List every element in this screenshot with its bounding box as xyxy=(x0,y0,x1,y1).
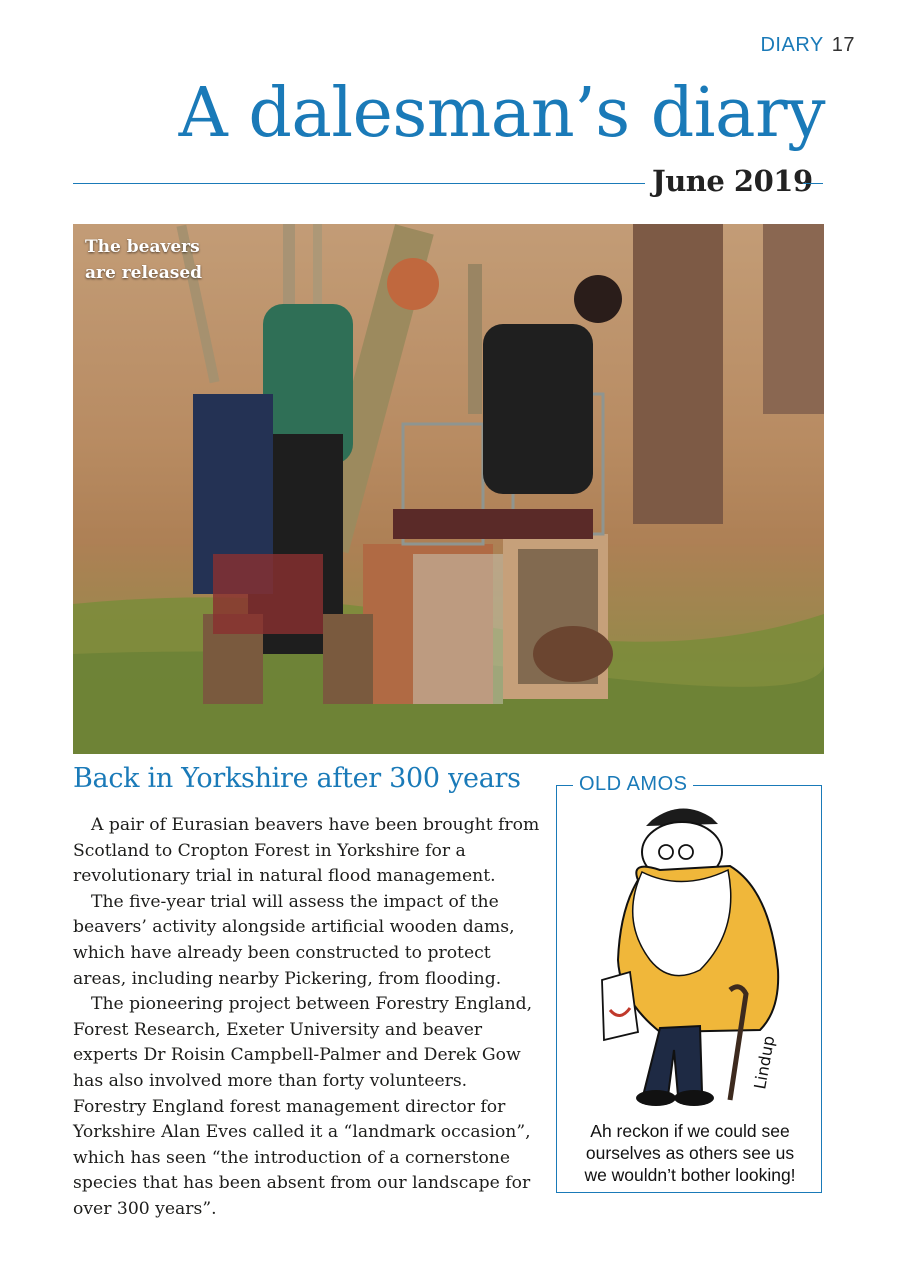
cartoon-label: OLD AMOS xyxy=(573,773,693,796)
photo-illustration xyxy=(73,224,824,754)
beaver-release-photo xyxy=(73,224,824,754)
article-body xyxy=(73,813,545,1223)
cartoon-caption-line: we wouldn’t bother looking! xyxy=(584,1165,796,1185)
photo-caption xyxy=(85,234,202,286)
beaver xyxy=(533,626,613,682)
cartoon-caption-line: ourselves as others see us xyxy=(585,1143,795,1163)
page-number: 17 xyxy=(831,34,855,56)
article-paragraph: The five-year trial will assess the impact of the beavers’ activity alongside artificial wooden dams, which have already been constructed to protect areas, including nearby Pickering, from flooding. xyxy=(73,891,515,989)
issue-date: June 2019 xyxy=(652,164,813,198)
person-black xyxy=(483,324,593,494)
date-rule-right xyxy=(803,183,823,184)
blanket xyxy=(393,509,593,539)
tree-trunk-right xyxy=(633,224,723,524)
section-label: DIARY xyxy=(760,34,824,56)
photo-caption-line: are released xyxy=(85,263,203,283)
cartoon-caption xyxy=(560,1120,820,1186)
old-amos-cartoon xyxy=(590,800,800,1115)
cartoon-caption-line: Ah reckon if we could see xyxy=(590,1121,790,1141)
running-head xyxy=(760,34,855,57)
article-paragraph: The pioneering project between Forestry England, Forest Research, Exeter University and beaver experts Dr Roisin Campbell-Palmer and Derek Gow has also involved more than forty volunteers. Forestry England forest management director for Yorkshire Alan Eves called it a “landmark occasion”, which has seen “the introduction of a cornerstone species that has been absent from our landscape for over 300 years”. xyxy=(73,994,533,1219)
page-title: A dalesman’s diary xyxy=(178,74,825,153)
article-paragraph: A pair of Eurasian beavers have been brought from Scotland to Cropton Forest in Yorkshire for a revolutionary trial in natural flood management. xyxy=(73,815,540,887)
cartoon-signature: Lindup xyxy=(750,1034,779,1091)
date-rule-left xyxy=(73,183,645,184)
article-headline: Back in Yorkshire after 300 years xyxy=(73,763,521,794)
photo-caption-line: The beavers xyxy=(85,237,200,257)
